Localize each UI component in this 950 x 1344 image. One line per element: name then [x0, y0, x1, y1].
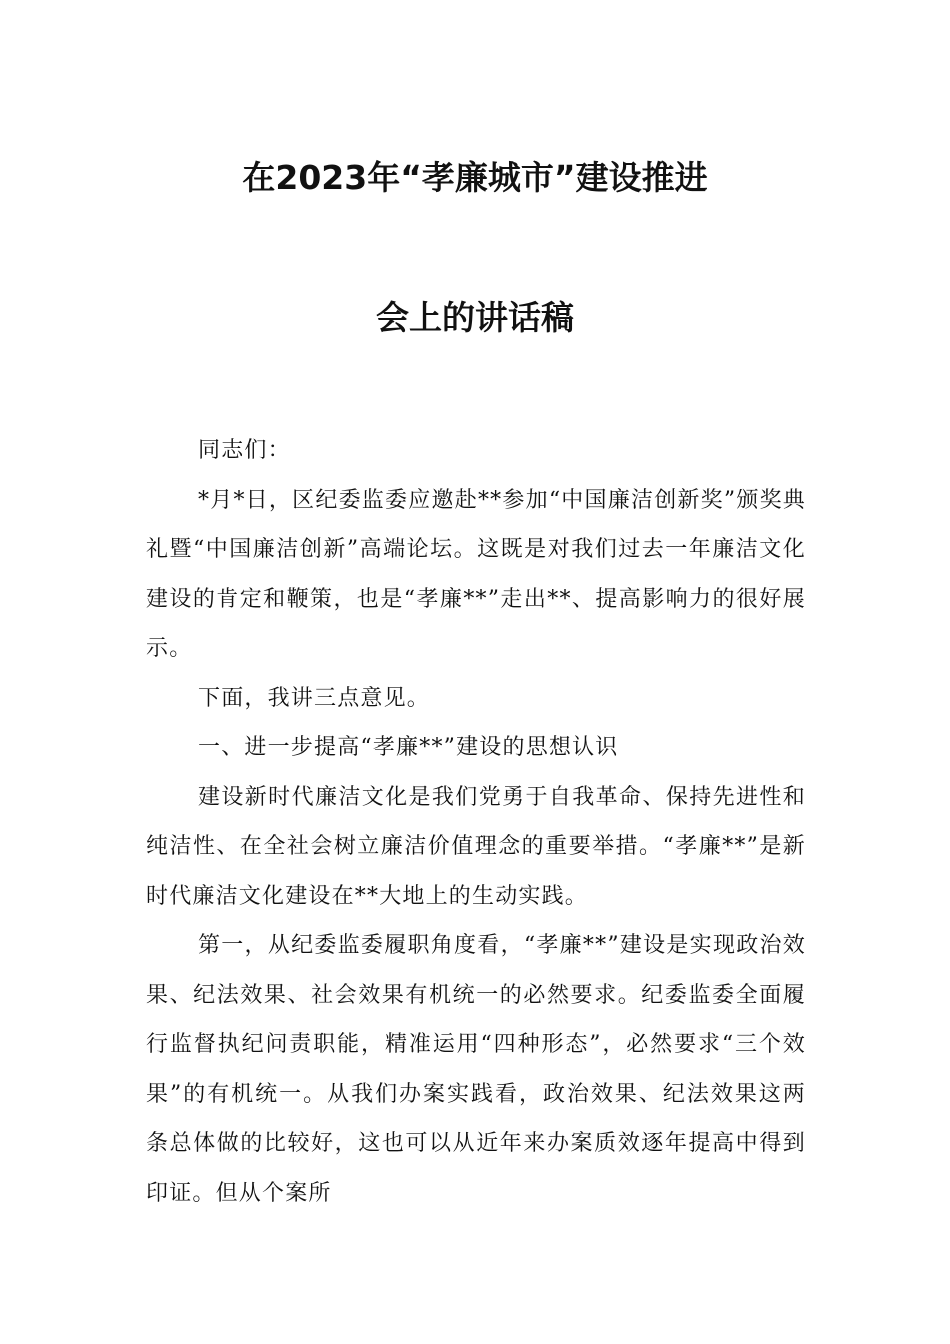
salutation: 同志们：: [198, 438, 291, 463]
document-title-line-2: 会上的讲话稿: [376, 298, 574, 337]
body-paragraph: 第一，从纪委监委履职角度看，“孝廉**”建设是实现政治效果、纪法效果、社会效果有机统一的必然要求。纪委监委全面履行监督执纪问责职能，精准运用“四种形态”，必然要求“三个效果”的有机统一。从我们办案实践看，政治效果、纪法效果这两条总体做的比较好，这也可以从近年来办案质效逐年提高中得到印证。但从个案所: [146, 933, 806, 1206]
document-title-line-1: 在2023年“孝廉城市”建设推进: [242, 158, 708, 197]
body-paragraph: 建设新时代廉洁文化是我们党勇于自我革命、保持先进性和纯洁性、在全社会树立廉洁价值理念的重要举措。“孝廉**”是新时代廉洁文化建设在**大地上的生动实践。: [146, 784, 806, 909]
section-heading: 一、进一步提高“孝廉**”建设的思想认识: [198, 735, 619, 760]
body-paragraph: 下面，我讲三点意见。: [198, 685, 431, 711]
body-paragraph: *月*日，区纪委监委应邀赴**参加“中国廉洁创新奖”颁奖典礼暨“中国廉洁创新”高端论坛。这既是对我们过去一年廉洁文化建设的肯定和鞭策，也是“孝廉**”走出**、提高影响力的很好展示。: [146, 487, 806, 661]
document-body: [146, 426, 806, 1218]
